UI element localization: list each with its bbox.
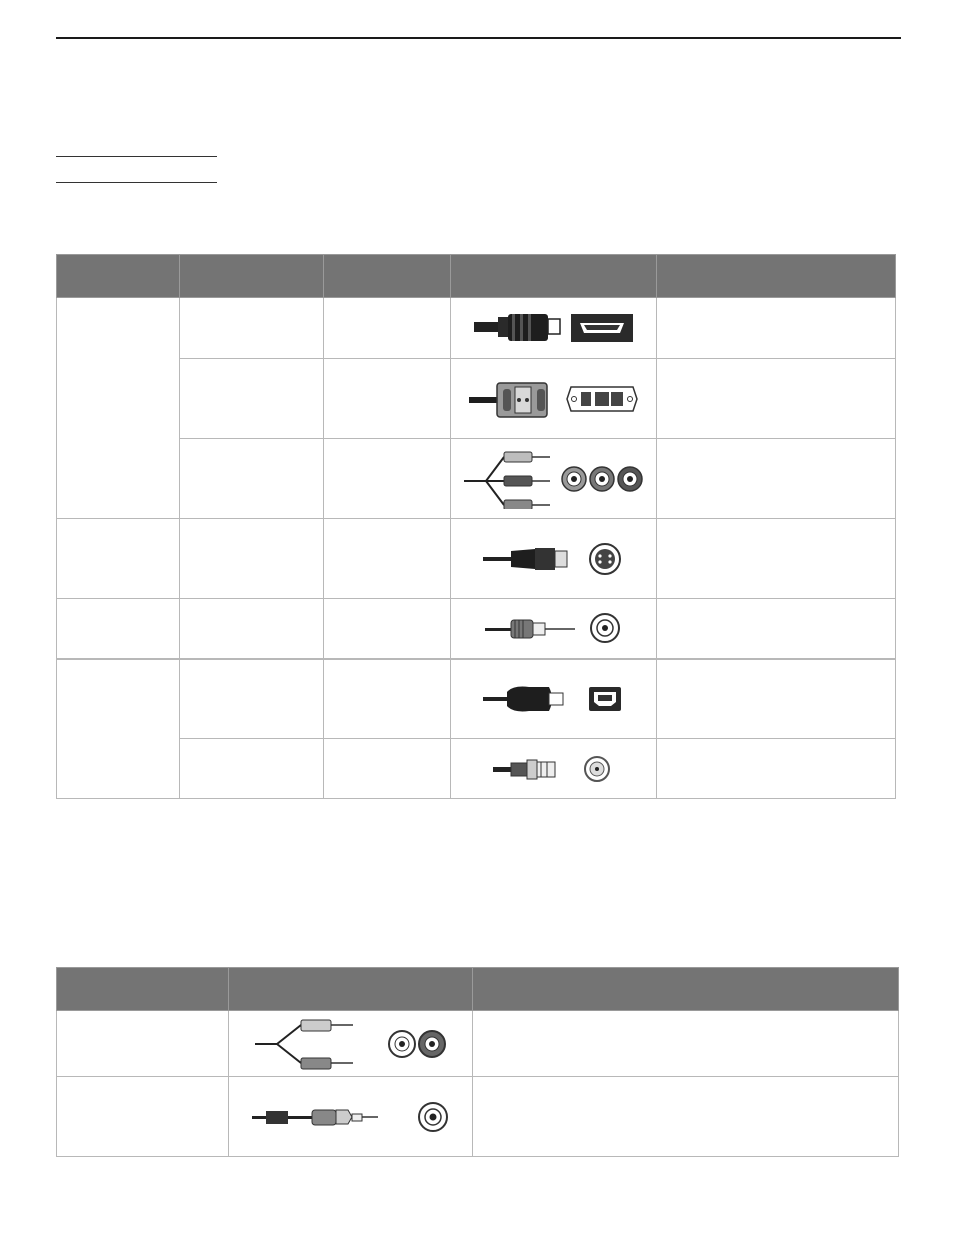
table-cell <box>180 298 324 359</box>
connector-cell <box>451 439 657 519</box>
table-cell <box>657 519 896 599</box>
table-cell <box>180 659 324 739</box>
dvi-port-icon <box>565 383 639 415</box>
table-row <box>57 298 896 359</box>
table-cell <box>324 599 451 659</box>
table-row <box>57 439 896 519</box>
component-jacks-icon <box>560 464 644 494</box>
table-row <box>57 599 896 659</box>
table-row <box>57 659 896 739</box>
table-row <box>57 359 896 439</box>
header-cell <box>229 968 473 1011</box>
header-cell <box>57 255 180 298</box>
table-cell <box>657 599 896 659</box>
group-cell <box>57 659 180 799</box>
table-cell <box>657 359 896 439</box>
table-cell <box>180 359 324 439</box>
connector-cell <box>451 298 657 359</box>
header-cell <box>180 255 324 298</box>
table-cell <box>57 1077 229 1157</box>
header-cell <box>451 255 657 298</box>
firewire-port-icon <box>585 684 625 714</box>
table-cell <box>180 439 324 519</box>
table-cell <box>180 599 324 659</box>
table-row <box>57 1011 899 1077</box>
section-rule-1 <box>56 156 217 157</box>
coax-cable-icon <box>493 754 573 784</box>
firewire-cable-icon <box>483 681 579 717</box>
group-cell <box>57 519 180 599</box>
header-cell <box>473 968 899 1011</box>
table-cell <box>657 298 896 359</box>
table-cell <box>324 739 451 799</box>
table-cell <box>324 519 451 599</box>
audio-table-header <box>57 968 899 1011</box>
s-video-cable-icon <box>483 541 579 577</box>
audio-connections-table <box>56 967 899 1157</box>
coax-port-icon <box>579 754 615 784</box>
composite-jack-icon <box>587 611 623 645</box>
hdmi-cable-icon <box>474 308 564 348</box>
connector-cell <box>229 1077 473 1157</box>
table-cell <box>473 1011 899 1077</box>
table-cell <box>657 439 896 519</box>
group-cell <box>57 599 180 659</box>
analog-audio-cable-icon <box>255 1017 359 1071</box>
connector-cell <box>451 739 657 799</box>
table-cell <box>180 739 324 799</box>
top-rule <box>56 37 901 39</box>
s-video-port-icon <box>585 541 625 577</box>
video-connections-table <box>56 254 896 799</box>
section-rule-2 <box>56 182 217 183</box>
header-cell <box>657 255 896 298</box>
connector-cell <box>451 599 657 659</box>
table-cell <box>657 659 896 739</box>
digital-audio-jack-icon <box>416 1100 450 1134</box>
table-cell <box>324 439 451 519</box>
table-cell <box>657 739 896 799</box>
connector-cell <box>451 519 657 599</box>
composite-cable-icon <box>485 611 581 645</box>
dvi-cable-icon <box>469 377 559 421</box>
connector-cell <box>229 1011 473 1077</box>
table-cell <box>57 1011 229 1077</box>
table-row <box>57 1077 899 1157</box>
digital-coax-audio-cable-icon <box>252 1102 382 1132</box>
analog-audio-jacks-icon <box>387 1029 447 1059</box>
header-cell <box>324 255 451 298</box>
header-cell <box>57 968 229 1011</box>
table-cell <box>324 359 451 439</box>
hdmi-port-icon <box>570 313 634 343</box>
connector-cell <box>451 359 657 439</box>
table-cell <box>180 519 324 599</box>
table-cell <box>324 298 451 359</box>
video-table-header <box>57 255 896 298</box>
table-cell <box>324 659 451 739</box>
table-row <box>57 739 896 799</box>
component-cable-icon <box>464 449 554 509</box>
table-cell <box>473 1077 899 1157</box>
table-row <box>57 519 896 599</box>
group-cell <box>57 298 180 519</box>
connector-cell <box>451 659 657 739</box>
